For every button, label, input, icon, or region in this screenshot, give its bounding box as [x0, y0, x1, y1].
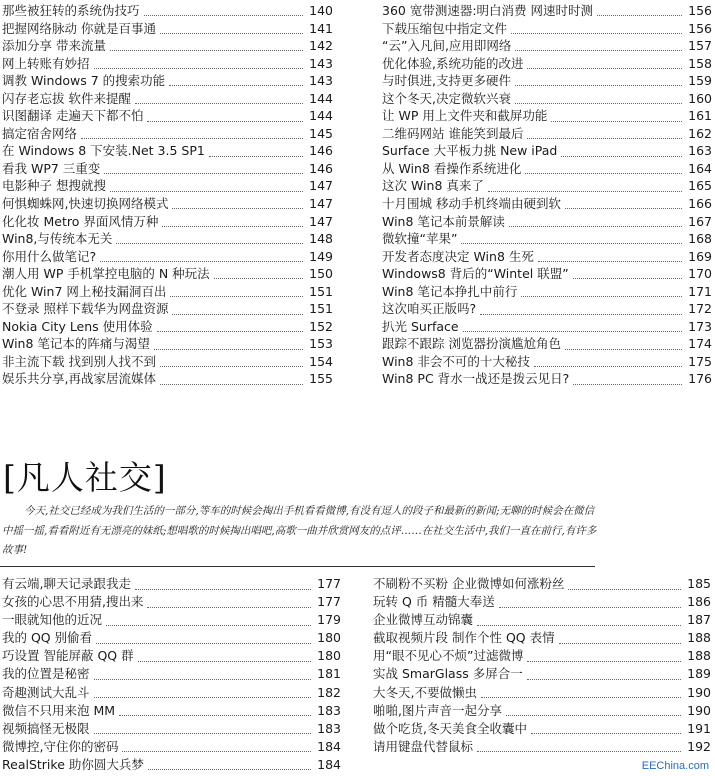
toc-entry-title: 不登录 照样下载华为网盘资源: [2, 301, 169, 317]
toc-leader-dots: [527, 58, 682, 69]
toc-entry[interactable]: [2, 684, 341, 702]
toc-leader-dots: [525, 163, 682, 174]
toc-leader-dots: [515, 93, 682, 104]
toc-entry[interactable]: [382, 177, 712, 195]
toc-entry-title: 这次 Win8 真来了: [382, 178, 484, 194]
toc-leader-dots: [597, 5, 682, 16]
toc-leader-dots: [568, 579, 681, 590]
toc-entry-title: 微信不只用来泡 MM: [2, 702, 116, 718]
toc-leader-dots: [100, 251, 303, 262]
toc-entry-title: 从 Win8 看操作系统进化: [382, 160, 522, 176]
toc-leader-dots: [521, 286, 682, 297]
toc-entry-page: 177: [317, 594, 341, 610]
toc-entry[interactable]: [373, 738, 711, 756]
toc-leader-dots: [144, 5, 303, 16]
toc-leader-dots: [110, 181, 303, 192]
toc-leader-dots: [565, 198, 682, 209]
toc-entry-page: 159: [688, 73, 712, 89]
toc-entry-title: 有云端,聊天记录跟我走: [2, 576, 131, 591]
toc-leader-dots: [534, 356, 682, 367]
toc-entry-page: 149: [309, 248, 333, 264]
toc-entry-title: 娱乐共分享,再战家居流媒体: [2, 371, 156, 387]
toc-entry-title: 与时俱进,支持更多硬件: [382, 73, 511, 89]
toc-entry-page: 156: [688, 20, 712, 36]
toc-entry[interactable]: [382, 318, 712, 336]
toc-entry[interactable]: [373, 647, 711, 665]
toc-entry-page: 191: [687, 720, 711, 736]
toc-entry-page: 151: [309, 283, 333, 299]
toc-entry-page: 161: [688, 108, 712, 124]
toc-entry[interactable]: [2, 90, 333, 108]
toc-entry[interactable]: [373, 611, 711, 629]
toc-entry-page: 180: [317, 648, 341, 664]
toc-entry-title: 不刷粉不买粉 企业微博如何涨粉丝: [373, 576, 565, 591]
toc-leader-dots: [214, 268, 303, 279]
toc-entry[interactable]: [2, 177, 333, 195]
toc-entry-title: 实战 SmarGlass 多屏合一: [373, 666, 523, 682]
toc-leader-dots: [480, 304, 682, 315]
toc-entry[interactable]: [373, 720, 711, 738]
toc-leader-dots: [172, 198, 303, 209]
toc-entry-page: 188: [687, 648, 711, 664]
toc-column-top-right: [382, 2, 712, 388]
toc-entry-title: 优化体验,系统功能的改进: [382, 55, 524, 71]
toc-entry-page: 184: [317, 738, 341, 754]
toc-entry[interactable]: [382, 20, 712, 38]
toc-entry[interactable]: [382, 335, 712, 353]
toc-entry-title: 请用键盘代替鼠标: [373, 738, 474, 754]
toc-entry-title: Win8 笔记本前景解读: [382, 213, 505, 229]
toc-entry-page: 164: [688, 160, 712, 176]
toc-entry-title: 识图翻译 走遍天下都不怕: [2, 108, 144, 124]
toc-entry[interactable]: [2, 370, 333, 388]
watermark: EEChina.com: [641, 760, 709, 772]
toc-leader-dots: [169, 75, 303, 86]
section-title: [凡人社交]: [3, 458, 167, 497]
toc-leader-dots: [148, 759, 311, 770]
toc-entry[interactable]: [2, 335, 333, 353]
toc-entry-title: Win8 笔记本挣扎中前行: [382, 283, 518, 299]
toc-leader-dots: [154, 339, 303, 350]
toc-entry-title: 优化 Win7 网上秘技漏洞百出: [2, 283, 167, 299]
toc-entry-page: 152: [309, 318, 333, 334]
toc-entry[interactable]: [2, 353, 333, 371]
toc-leader-dots: [477, 741, 681, 752]
toc-leader-dots: [94, 669, 311, 680]
toc-entry-page: 185: [687, 576, 711, 591]
toc-leader-dots: [106, 615, 311, 626]
toc-entry-title: 做个吃货,冬天美食全收囊中: [373, 720, 527, 736]
toc-entry-page: 188: [687, 630, 711, 646]
toc-entry-title: 女孩的心思不用猜,搜出来: [2, 594, 144, 610]
toc-entry-page: 147: [309, 196, 333, 212]
toc-entry-page: 153: [309, 336, 333, 352]
toc-entry[interactable]: [382, 107, 712, 125]
toc-entry-page: 142: [309, 38, 333, 54]
toc-entry-title: 化化妆 Metro 界面风情万种: [2, 213, 159, 229]
toc-entry-title: 让 WP 用上文件夹和截屏功能: [382, 108, 548, 124]
toc-leader-dots: [515, 75, 682, 86]
toc-entry[interactable]: [382, 230, 712, 248]
toc-leader-dots: [160, 23, 303, 34]
toc-entry-page: 140: [309, 3, 333, 18]
toc-entry-page: 147: [309, 213, 333, 229]
toc-entry-page: 175: [688, 353, 712, 369]
toc-entry-title: Win8 笔记本的阵痛与渴望: [2, 336, 150, 352]
toc-entry-page: 155: [309, 371, 333, 387]
toc-entry[interactable]: [373, 575, 711, 593]
toc-entry-page: 162: [688, 125, 712, 141]
toc-leader-dots: [147, 111, 303, 122]
toc-entry-title: Nokia City Lens 使用体验: [2, 318, 153, 334]
toc-entry-title: 一眼就知他的近况: [2, 612, 103, 628]
toc-entry[interactable]: [2, 300, 333, 318]
section-intro: 今天,社交已经成为我们生活的一部分,等车的时候会掏出手机看看微博,有没有逗人的段子和最新的新闻;无聊的时候会在微信中摇一摇,看看附近有无漂亮的妹纸;想唱歌的时候掏出唱吧,高歌一曲并欣赏网友的点评……在社交生活中,我们一直在前行,有许多故事!: [2, 505, 597, 556]
toc-entry-page: 190: [687, 684, 711, 700]
toc-entry-title: 二维码网站 谁能笑到最后: [382, 125, 524, 141]
toc-entry-page: 173: [688, 318, 712, 334]
toc-entry[interactable]: [382, 37, 712, 55]
toc-entry[interactable]: [2, 720, 341, 738]
section-divider: [0, 566, 595, 567]
toc-entry[interactable]: [2, 160, 333, 178]
toc-leader-dots: [209, 146, 303, 157]
toc-entry[interactable]: [382, 142, 712, 160]
toc-entry-page: 144: [309, 108, 333, 124]
toc-leader-dots: [461, 233, 682, 244]
toc-leader-dots: [116, 233, 303, 244]
toc-entry-page: 183: [317, 720, 341, 736]
toc-leader-dots: [527, 651, 681, 662]
toc-entry[interactable]: [373, 702, 711, 720]
toc-leader-dots: [104, 163, 303, 174]
toc-entry-page: 166: [688, 196, 712, 212]
toc-entry[interactable]: [382, 125, 712, 143]
toc-entry-title: 微软撞“苹果”: [382, 231, 458, 247]
toc-entry-title: Win8 非会不可的十大秘技: [382, 353, 530, 369]
toc-entry[interactable]: [2, 702, 341, 720]
toc-entry-title: 网上转账有妙招: [2, 55, 90, 71]
toc-entry-title: 在 Windows 8 下安装.Net 3.5 SP1: [2, 143, 205, 159]
toc-entry[interactable]: [2, 756, 341, 774]
toc-entry[interactable]: [2, 20, 333, 38]
toc-leader-dots: [160, 374, 303, 385]
toc-entry-page: 172: [688, 301, 712, 317]
toc-entry[interactable]: [2, 37, 333, 55]
toc-entry-page: 176: [688, 371, 712, 387]
toc-entry-page: 150: [309, 266, 333, 282]
toc-entry[interactable]: [382, 353, 712, 371]
toc-entry-page: 171: [688, 283, 712, 299]
toc-entry-page: 154: [309, 353, 333, 369]
toc-leader-dots: [506, 705, 681, 716]
toc-leader-dots: [157, 321, 303, 332]
toc-entry-title: 截取视频片段 制作个性 QQ 表情: [373, 630, 555, 646]
toc-entry-title: 扒光 Surface: [382, 318, 459, 334]
toc-entry-title: 搞定宿舍网络: [2, 125, 78, 141]
toc-entry-page: 145: [309, 125, 333, 141]
toc-leader-dots: [160, 356, 303, 367]
toc-entry[interactable]: [373, 684, 711, 702]
toc-entry-title: 闪存老忘拔 软件来提醒: [2, 90, 131, 106]
toc-entry[interactable]: [382, 160, 712, 178]
toc-entry-title: “云”入凡间,应用即网络: [382, 38, 512, 54]
toc-entry[interactable]: [2, 665, 341, 683]
toc-entry[interactable]: [2, 593, 341, 611]
toc-entry[interactable]: [373, 629, 711, 647]
toc-entry-page: 147: [309, 178, 333, 194]
toc-entry-page: 186: [687, 594, 711, 610]
toc-entry[interactable]: [382, 370, 712, 388]
toc-entry[interactable]: [2, 611, 341, 629]
toc-entry-title: 这次咱买正版吗?: [382, 301, 477, 317]
toc-entry-title: Surface 大平板力挑 New iPad: [382, 143, 558, 159]
toc-entry-title: 下载压缩包中指定文件: [382, 20, 508, 36]
toc-entry-page: 187: [687, 612, 711, 628]
toc-entry-title: 你用什么做笔记?: [2, 248, 97, 264]
toc-entry-page: 143: [309, 55, 333, 71]
toc-entry[interactable]: [2, 647, 341, 665]
toc-entry-title: 微博控,守住你的密码: [2, 738, 119, 754]
toc-entry[interactable]: [382, 248, 712, 266]
toc-entry[interactable]: [2, 230, 333, 248]
toc-entry[interactable]: [2, 142, 333, 160]
toc-leader-dots: [561, 146, 682, 157]
toc-entry-title: 玩转 Q 币 精髓大奉送: [373, 594, 495, 610]
toc-leader-dots: [135, 93, 303, 104]
toc-leader-dots: [110, 40, 303, 51]
toc-leader-dots: [488, 181, 682, 192]
toc-leader-dots: [138, 651, 311, 662]
toc-entry[interactable]: [2, 107, 333, 125]
toc-leader-dots: [94, 723, 311, 734]
toc-leader-dots: [94, 687, 311, 698]
toc-entry[interactable]: [382, 265, 712, 283]
toc-entry[interactable]: [2, 195, 333, 213]
toc-entry-page: 183: [317, 702, 341, 718]
toc-entry-title: 巧设置 智能屏蔽 QQ 群: [2, 648, 134, 664]
toc-entry[interactable]: [2, 55, 333, 73]
toc-leader-dots: [172, 304, 303, 315]
toc-entry[interactable]: [373, 593, 711, 611]
toc-entry-title: 看我 WP7 三重变: [2, 160, 101, 176]
toc-entry[interactable]: [2, 318, 333, 336]
toc-column-top-left: [2, 2, 333, 388]
toc-column-bottom-right: [373, 575, 711, 756]
toc-leader-dots: [531, 723, 681, 734]
toc-entry-title: 企业微博互动锦囊: [373, 612, 474, 628]
toc-entry[interactable]: [382, 90, 712, 108]
toc-leader-dots: [515, 40, 682, 51]
toc-entry-page: 151: [309, 301, 333, 317]
toc-entry-page: 148: [309, 231, 333, 247]
toc-entry-page: 165: [688, 178, 712, 194]
toc-entry[interactable]: [382, 300, 712, 318]
toc-entry[interactable]: [2, 738, 341, 756]
toc-leader-dots: [573, 268, 682, 279]
toc-entry-page: 174: [688, 336, 712, 352]
toc-entry-title: 潮人用 WP 手机掌控电脑的 N 种玩法: [2, 266, 210, 282]
toc-entry-title: 那些被狂转的系统伪技巧: [2, 3, 140, 18]
toc-entry-page: 143: [309, 73, 333, 89]
toc-entry[interactable]: [382, 283, 712, 301]
toc-leader-dots: [162, 216, 303, 227]
toc-entry-page: 184: [317, 756, 341, 772]
toc-entry-page: 146: [309, 160, 333, 176]
toc-entry-page: 177: [317, 576, 341, 591]
toc-entry[interactable]: [382, 195, 712, 213]
toc-entry-title: 视频搞怪无极限: [2, 720, 90, 736]
toc-leader-dots: [96, 633, 311, 644]
toc-leader-dots: [94, 58, 303, 69]
toc-entry[interactable]: [382, 2, 712, 20]
toc-entry-page: 170: [688, 266, 712, 282]
toc-entry-title: 我的 QQ 别偷看: [2, 630, 93, 646]
toc-entry-title: 十月围城 移动手机终端由硬到软: [382, 196, 561, 212]
toc-entry[interactable]: [2, 629, 341, 647]
toc-entry[interactable]: [2, 213, 333, 231]
toc-entry-page: 156: [688, 3, 712, 18]
toc-entry-title: 奇趣测试大乱斗: [2, 684, 90, 700]
toc-entry-page: 190: [687, 702, 711, 718]
toc-entry[interactable]: [382, 55, 712, 73]
toc-entry-page: 181: [317, 666, 341, 682]
toc-leader-dots: [559, 633, 681, 644]
toc-leader-dots: [511, 23, 682, 34]
toc-leader-dots: [170, 286, 303, 297]
toc-entry-title: 非主流下载 找到别人找不到: [2, 353, 156, 369]
toc-entry-title: 大冬天,不要做懒虫: [373, 684, 477, 700]
toc-entry-page: 189: [687, 666, 711, 682]
toc-entry[interactable]: [2, 72, 333, 90]
toc-entry-title: Windows8 背后的“Wintel 联盟”: [382, 266, 569, 282]
toc-entry-page: 167: [688, 213, 712, 229]
toc-entry-title: 何惧蜘蛛网,快速切换网络模式: [2, 196, 169, 212]
toc-leader-dots: [565, 339, 682, 350]
toc-entry-page: 146: [309, 143, 333, 159]
toc-leader-dots: [527, 128, 682, 139]
toc-entry-page: 158: [688, 55, 712, 71]
toc-entry-title: Win8,与传统本无关: [2, 231, 113, 247]
toc-leader-dots: [538, 251, 682, 262]
toc-entry[interactable]: [2, 2, 333, 20]
toc-entry[interactable]: [382, 72, 712, 90]
toc-entry[interactable]: [2, 575, 341, 593]
toc-entry[interactable]: [382, 213, 712, 231]
toc-leader-dots: [147, 597, 311, 608]
toc-entry-title: 电影种子 想搜就搜: [2, 178, 106, 194]
toc-entry[interactable]: [2, 265, 333, 283]
toc-entry-page: 144: [309, 90, 333, 106]
toc-entry[interactable]: [2, 125, 333, 143]
toc-entry-title: 把握网络脉动 你就是百事通: [2, 20, 156, 36]
toc-leader-dots: [122, 741, 311, 752]
toc-entry-page: 160: [688, 90, 712, 106]
toc-entry-title: 360 宽带测速器:明白消费 网速时时测: [382, 3, 594, 18]
toc-entry-title: RealStrike 助你圆大兵梦: [2, 756, 144, 772]
toc-leader-dots: [481, 687, 681, 698]
toc-leader-dots: [551, 111, 682, 122]
toc-entry[interactable]: [373, 665, 711, 683]
toc-entry-title: 用“眼不见心不烦”过滤微博: [373, 648, 524, 664]
toc-leader-dots: [135, 579, 311, 590]
toc-entry-title: 我的位置是秘密: [2, 666, 90, 682]
toc-leader-dots: [527, 669, 681, 680]
toc-entry-page: 180: [317, 630, 341, 646]
toc-entry-title: 这个冬天,决定微软兴衰: [382, 90, 511, 106]
toc-leader-dots: [463, 321, 682, 332]
toc-entry-page: 141: [309, 20, 333, 36]
toc-leader-dots: [477, 615, 681, 626]
toc-entry-page: 168: [688, 231, 712, 247]
toc-entry[interactable]: [2, 283, 333, 301]
toc-entry-title: 啪啪,图片声音一起分享: [373, 702, 502, 718]
toc-entry-title: Win8 PC 背水一战还是拨云见日?: [382, 371, 570, 387]
toc-entry-page: 182: [317, 684, 341, 700]
toc-entry-page: 192: [687, 738, 711, 754]
toc-leader-dots: [573, 374, 682, 385]
toc-entry-title: 调教 Windows 7 的搜索功能: [2, 73, 166, 89]
toc-leader-dots: [499, 597, 681, 608]
toc-leader-dots: [119, 705, 311, 716]
toc-entry-page: 179: [317, 612, 341, 628]
toc-leader-dots: [81, 128, 303, 139]
toc-entry-page: 157: [688, 38, 712, 54]
toc-entry-page: 163: [688, 143, 712, 159]
toc-entry-page: 169: [688, 248, 712, 264]
toc-entry[interactable]: [2, 248, 333, 266]
toc-entry-title: 开发者态度决定 Win8 生死: [382, 248, 534, 264]
toc-entry-title: 添加分享 带来流量: [2, 38, 106, 54]
toc-column-bottom-left: [2, 575, 341, 774]
toc-leader-dots: [509, 216, 682, 227]
toc-entry-title: 跟踪不跟踪 浏览器扮演尴尬角色: [382, 336, 561, 352]
